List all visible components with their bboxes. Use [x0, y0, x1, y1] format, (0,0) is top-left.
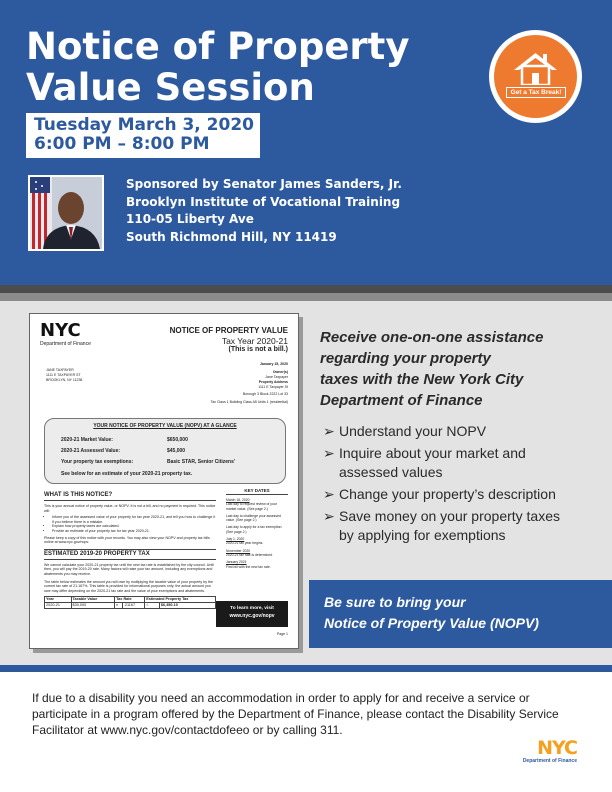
recipient-line: JANE TAXPAYER	[46, 368, 74, 372]
what-bullets	[52, 515, 216, 533]
key-date: November 2020	[226, 548, 251, 553]
list-item-text: Change your property’s description	[339, 486, 556, 502]
glance-title: YOUR NOTICE OF PROPERTY VALUE (NOPV) AT A GLANCE	[93, 423, 237, 429]
bring-nopv-callout	[309, 580, 612, 648]
footer-line: participate in a program offered by the Department of Finance, please contact the Disability Service	[32, 707, 559, 721]
key-date-text: Last day to apply for a tax exemption. (See page 2.)	[226, 525, 283, 534]
key-date-text: Last day to request review of your market value. (See page 2.)	[226, 502, 277, 511]
glance-label: Your property tax exemptions:	[61, 459, 134, 465]
footer-line: If due to a disability you need an accommodation in order to apply for and receive a service or	[32, 691, 530, 705]
key-date-item	[226, 498, 288, 511]
arrow-right-icon: ➢	[323, 508, 335, 524]
table-cell: $6,350.10	[159, 603, 215, 609]
table-header: Tax Rate	[115, 597, 145, 603]
key-date-item	[226, 525, 288, 534]
divider-stripe	[0, 293, 612, 301]
what-section	[44, 492, 216, 609]
glance-label: 2020-21 Assessed Value:	[61, 448, 121, 454]
table-header: Estimated Property Tax	[145, 597, 216, 603]
bbl-line: Borough 3 Block 2222 Lot 33	[242, 392, 288, 396]
table-cell: .21167	[122, 603, 144, 609]
class-line: Tax Class 1 Building Class A5 Units 1 (residential)	[210, 400, 288, 404]
key-date: March 16, 2020	[226, 498, 250, 502]
assistance-lead	[320, 327, 590, 411]
tax-break-badge	[489, 30, 582, 123]
notice-page-number: Page 1	[276, 632, 288, 636]
venue-city: South Richmond Hill, NY 11419	[126, 229, 337, 244]
what-heading: WHAT IS THIS NOTICE?	[44, 492, 216, 501]
notice-tax-year: Tax Year 2020-21	[221, 336, 288, 346]
notice-recipient	[46, 368, 82, 383]
list-item-text: Understand your NOPV	[339, 423, 487, 439]
notice-heading-block	[170, 326, 288, 354]
glance-box	[44, 418, 286, 484]
owner-label: Owner(s)	[272, 370, 288, 374]
callout-line: Notice of Property Value (NOPV)	[324, 615, 539, 631]
key-date-item	[226, 537, 288, 546]
footer-divider	[0, 665, 612, 672]
house-icon	[513, 51, 558, 85]
event-date-box	[26, 113, 260, 158]
list-item-text: assessed values	[339, 464, 443, 480]
lead-line: Receive one-on-one assistance	[320, 329, 544, 346]
list-item-text: Save money on your property taxes	[339, 508, 561, 524]
what-bullet: • Provide an estimate of your property tax for tax year 2020-21.	[52, 529, 216, 534]
glance-footer: See below for an estimate of your 2020-21 property tax.	[61, 471, 193, 477]
event-date: Tuesday March 3, 2020	[34, 115, 254, 135]
badge-label: Get a Tax Break!	[506, 87, 566, 98]
table-header: Taxable Value	[71, 597, 115, 603]
sample-notice	[29, 313, 299, 649]
what-note: Please keep a copy of this notice with your records. You may also view your NOPV and property tax bills online at www.nyc.gov/nopv.	[44, 535, 210, 545]
notice-owner-block	[243, 370, 288, 397]
what-bullet: • Inform you of the assessed value of your property for tax year 2020-21, and tell you how to challenge it if you believe there is a mistake.	[52, 515, 216, 524]
divider-stripe	[0, 285, 612, 293]
lead-line: Department of Finance	[320, 392, 483, 409]
what-paragraph: This is your annual notice of property value, or NOPV. It is not a bill, and no payment is required. This notice will:	[44, 504, 216, 513]
title-line: Value Session	[26, 66, 315, 109]
learn-more-box	[216, 601, 288, 627]
key-dates	[226, 488, 288, 569]
key-date-text: Last day to challenge your assessed value. (See page 2.)	[226, 513, 281, 523]
list-item	[323, 444, 593, 482]
table-row	[45, 603, 216, 609]
list-item	[323, 422, 593, 441]
glance-labels	[61, 435, 133, 468]
glance-label: 2020-21 Market Value:	[61, 437, 113, 443]
list-item-text: Inquire about your market and	[339, 445, 526, 461]
key-date-text: First bill with the new tax rate.	[226, 564, 271, 569]
recipient-line: 1111 E TAXPAYER ST	[46, 373, 81, 377]
estimate-paragraph: We cannot calculate your 2020-21 property tax until the new tax rate is established by the city council. Until then, you will pay the 2019-20 rate. Many factors will raise your tax amount, including any exemptions and abatements you may receive.	[44, 562, 214, 576]
nyc-logo-text: NYC	[537, 737, 577, 759]
recipient-line: BROOKLYN, NY 11238	[46, 378, 83, 382]
list-item-text: by applying for exemptions	[339, 527, 506, 543]
page-title	[26, 26, 466, 108]
what-bullet: • Explain how property taxes are calculated.	[52, 524, 216, 529]
notice-nyc-logo: NYC	[40, 320, 81, 341]
estimate-heading: ESTIMATED 2019-20 PROPERTY TAX	[44, 549, 216, 560]
learn-more-line: To learn more, visit	[230, 606, 274, 611]
venue-name: Brooklyn Institute of Vocational Training	[126, 194, 401, 209]
header-banner	[0, 0, 612, 285]
key-date-text: 2020-21 tax year begins.	[226, 541, 264, 546]
key-date-item	[226, 514, 288, 523]
glance-value: $45,000	[167, 448, 186, 454]
glance-value: $650,000	[167, 437, 188, 443]
venue-street: 110-05 Liberty Ave	[126, 212, 254, 227]
table-cell: 2020-21	[45, 603, 72, 609]
property-address-label: Property Address	[258, 380, 288, 384]
notice-heading: NOTICE OF PROPERTY VALUE	[169, 326, 288, 335]
key-date: January 2021	[226, 560, 247, 565]
table-cell: $30,000	[71, 603, 115, 609]
footer-line: Facilitator at www.nyc.gov/contactdofeeo or by calling 311.	[32, 723, 343, 737]
callout-text	[324, 592, 539, 634]
learn-more-url: www.nyc.gov/nopv	[229, 613, 275, 619]
notice-department: Department of Finance	[40, 341, 91, 347]
arrow-right-icon: ➢	[323, 445, 335, 461]
key-date-item	[226, 560, 288, 569]
accessibility-notice	[32, 690, 587, 738]
sponsor-info	[126, 176, 402, 246]
service-list	[323, 422, 593, 548]
callout-line: Be sure to bring your	[324, 594, 466, 610]
arrow-right-icon: ➢	[323, 486, 335, 502]
badge-circle	[494, 35, 577, 118]
estimate-paragraph: The table below estimates the amount you will owe by multiplying the taxable value of your property by the current tax rate of 21.167%. This table is provided for informational purposes only; the actual amount you owe may differ depending on the 2020-21 tax rate and the value of your exemptions and abatements.	[44, 579, 213, 593]
property-address: 1111 E Taxpayer St	[258, 385, 288, 389]
table-header: Year	[45, 597, 72, 603]
sponsor-name: Sponsored by Senator James Sanders, Jr.	[126, 177, 402, 191]
lead-line: regarding your property	[320, 350, 491, 367]
nyc-logo-department: Department of Finance	[522, 758, 577, 764]
key-date: July 1, 2020	[226, 537, 245, 542]
key-date-item	[226, 549, 288, 558]
table-cell: =	[145, 603, 160, 609]
arrow-right-icon: ➢	[323, 423, 335, 439]
portrait-image	[30, 177, 102, 249]
glance-values	[167, 435, 235, 468]
nyc-finance-logo	[513, 739, 577, 765]
table-cell: x	[115, 603, 123, 609]
notice-not-bill: (This is not a bill.)	[228, 346, 288, 353]
portrait-photo	[28, 175, 104, 251]
key-dates-heading: KEY DATES	[226, 488, 288, 495]
list-item	[323, 507, 593, 545]
owner-name: Jane Taxpayer	[265, 375, 288, 379]
event-time: 6:00 PM – 8:00 PM	[34, 134, 210, 154]
title-line: Notice of Property	[26, 25, 410, 68]
key-date-text: 2020-21 tax rate is determined.	[226, 552, 273, 557]
estimate-table	[44, 596, 216, 609]
lead-line: taxes with the New York City	[320, 371, 524, 388]
notice-date: January 15, 2020	[259, 362, 288, 366]
glance-value: Basic STAR, Senior Citizens'	[167, 459, 236, 465]
list-item	[323, 485, 593, 504]
